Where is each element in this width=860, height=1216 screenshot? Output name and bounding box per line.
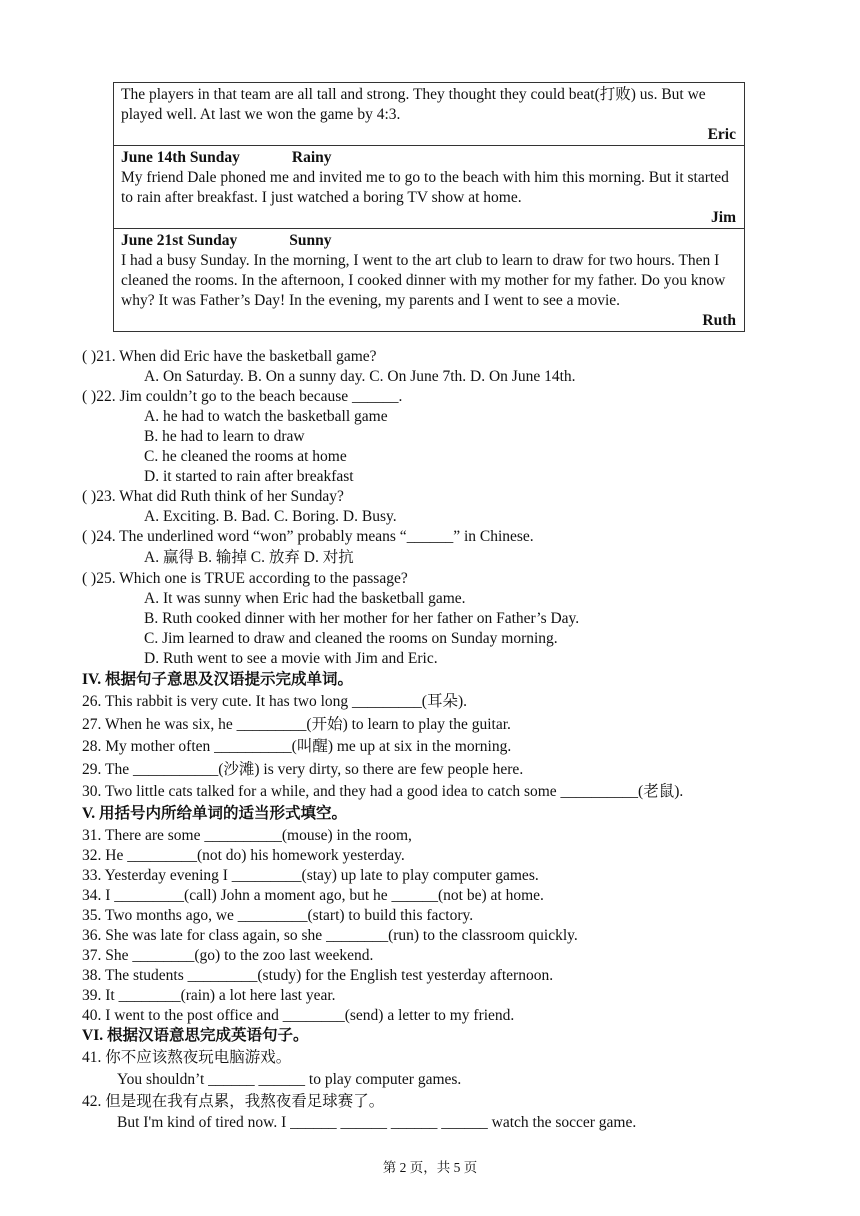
diary-text: I had a busy Sunday. In the morning, I went to the art club to learn to draw for two hours. Then I cleaned the rooms. In the afternoon, I cooked dinner with my mother for my father. Do you know why? It was Father’s Day! In the evening, my parents and I went to see a movie. <box>121 252 726 309</box>
diary-date: June 21st Sunday <box>121 232 238 249</box>
question-22-option-b: B. he had to learn to draw <box>144 428 305 445</box>
diary-entry-eric <box>114 83 744 145</box>
diary-entry-ruth <box>114 228 744 331</box>
item-28: 28. My mother often __________(叫醒) me up at six in the morning. <box>82 738 512 755</box>
question-25-option-a: A. It was sunny when Eric had the basketball game. <box>144 590 466 607</box>
question-25: ( )25. Which one is TRUE according to the passage? <box>82 570 408 587</box>
diary-date: June 14th Sunday <box>121 149 240 166</box>
question-23: ( )23. What did Ruth think of her Sunday? <box>82 488 344 505</box>
diary-author: Eric <box>707 126 736 143</box>
question-22-option-d: D. it started to rain after breakfast <box>144 468 354 485</box>
question-24-options: A. 赢得 B. 输掉 C. 放弃 D. 对抗 <box>144 549 354 566</box>
item-26: 26. This rabbit is very cute. It has two long _________(耳朵). <box>82 693 468 710</box>
question-22-option-c: C. he cleaned the rooms at home <box>144 448 347 465</box>
item-41-english: You shouldn’t ______ ______ to play computer games. <box>117 1071 462 1088</box>
question-23-options: A. Exciting. B. Bad. C. Boring. D. Busy. <box>144 508 397 525</box>
diary-table <box>113 82 745 332</box>
diary-date-line <box>121 231 736 251</box>
question-25-option-b: B. Ruth cooked dinner with her mother for her father on Father’s Day. <box>144 610 580 627</box>
question-24: ( )24. The underlined word “won” probably means “______” in Chinese. <box>82 528 534 545</box>
section-6-heading: VI. 根据汉语意思完成英语句子。 <box>82 1027 309 1044</box>
item-39: 39. It ________(rain) a lot here last year. <box>82 987 336 1004</box>
item-37: 37. She ________(go) to the zoo last weekend. <box>82 947 374 964</box>
item-33: 33. Yesterday evening I _________(stay) up late to play computer games. <box>82 867 539 884</box>
item-31: 31. There are some __________(mouse) in the room, <box>82 827 412 844</box>
question-22: ( )22. Jim couldn’t go to the beach because ______. <box>82 388 403 405</box>
section-5-heading: V. 用括号内所给单词的适当形式填空。 <box>82 805 347 822</box>
diary-weather: Sunny <box>289 232 332 249</box>
item-38: 38. The students _________(study) for the English test yesterday afternoon. <box>82 967 554 984</box>
question-25-option-d: D. Ruth went to see a movie with Jim and Eric. <box>144 650 438 667</box>
item-32: 32. He _________(not do) his homework yesterday. <box>82 847 405 864</box>
item-42-chinese: 42. 但是现在我有点累，我熬夜看足球赛了。 <box>82 1093 385 1110</box>
item-36: 36. She was late for class again, so she ________(run) to the classroom quickly. <box>82 927 578 944</box>
question-25-option-c: C. Jim learned to draw and cleaned the rooms on Sunday morning. <box>144 630 558 647</box>
item-35: 35. Two months ago, we _________(start) to build this factory. <box>82 907 474 924</box>
diary-author: Ruth <box>702 312 736 329</box>
item-34: 34. I _________(call) John a moment ago, but he ______(not be) at home. <box>82 887 544 904</box>
question-21: ( )21. When did Eric have the basketball game? <box>82 348 377 365</box>
diary-date-line <box>121 148 736 168</box>
diary-weather: Rainy <box>291 149 332 166</box>
section-4-heading: IV. 根据句子意思及汉语提示完成单词。 <box>82 671 353 688</box>
diary-entry-jim <box>114 145 744 228</box>
item-40: 40. I went to the post office and ________(send) a letter to my friend. <box>82 1007 515 1024</box>
diary-author: Jim <box>711 209 736 226</box>
diary-text: My friend Dale phoned me and invited me to go to the beach with him this morning. But it started to rain after breakfast. I just watched a boring TV show at home. <box>121 169 729 206</box>
item-41-chinese: 41. 你不应该熬夜玩电脑游戏。 <box>82 1049 292 1066</box>
page-number-footer: 第 2 页，共 5 页 <box>382 1160 478 1175</box>
question-21-options: A. On Saturday. B. On a sunny day. C. On June 7th. D. On June 14th. <box>144 368 576 385</box>
item-42-english: But I'm kind of tired now. I ______ ______ ______ ______ watch the soccer game. <box>117 1114 637 1131</box>
diary-text: The players in that team are all tall and strong. They thought they could beat(打败) us. But we played well. At last we won the game by 4:3. <box>121 86 706 123</box>
item-30: 30. Two little cats talked for a while, and they had a good idea to catch some __________(老鼠). <box>82 783 684 800</box>
item-29: 29. The ___________(沙滩) is very dirty, so there are few people here. <box>82 761 524 778</box>
question-22-option-a: A. he had to watch the basketball game <box>144 408 388 425</box>
item-27: 27. When he was six, he _________(开始) to learn to play the guitar. <box>82 716 511 733</box>
